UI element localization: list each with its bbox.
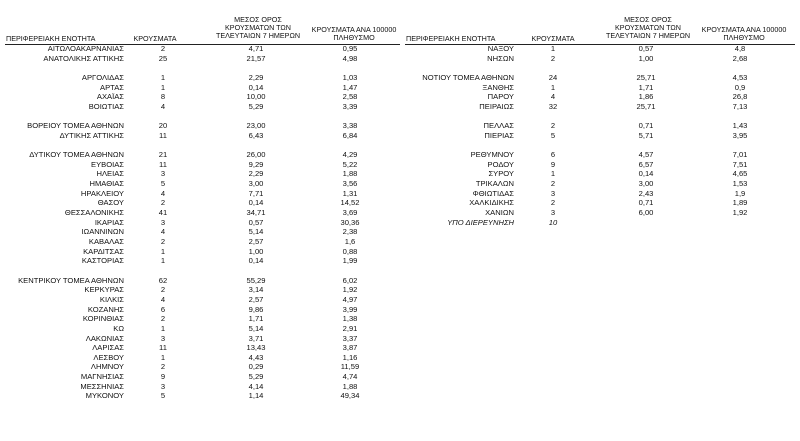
- cell-name: ΗΜΑΘΙΑΣ: [89, 179, 124, 189]
- cell-name: ΘΑΣΟΥ: [97, 198, 124, 208]
- cell-cases: 2: [160, 44, 166, 53]
- cell-cases: 9: [160, 372, 166, 382]
- table-row: [0, 372, 800, 382]
- cell-cases: 2: [160, 237, 166, 246]
- cell-name: ΛΕΣΒΟΥ: [93, 352, 124, 362]
- cell-cases: 2: [160, 198, 166, 208]
- cell-avg: 5,14: [248, 323, 264, 333]
- cell-cases: 2: [550, 53, 556, 63]
- cell-per100k: 3,69: [342, 208, 358, 218]
- table-row: [0, 73, 800, 83]
- cell-per100k: 49,34: [340, 391, 360, 401]
- table-row: [0, 44, 800, 54]
- cell-avg: 25,71: [636, 101, 656, 111]
- cell-name: ΚΟΡΙΝΘΙΑΣ: [82, 314, 124, 324]
- cell-avg: 5,29: [248, 101, 264, 111]
- cell-avg: 1,14: [248, 391, 264, 401]
- cell-cases: 8: [160, 92, 166, 102]
- left-header-per100k: ΚΡΟΥΣΜΑΤΑ ΑΝΑ 100000 ΠΛΗΘΥΣΜΟ: [311, 25, 397, 42]
- cell-per100k: 4,65: [732, 169, 748, 179]
- cell-per100k: 26,8: [732, 92, 748, 102]
- table-row: [0, 92, 800, 102]
- cell-name: ΙΩΑΝΝΙΝΩΝ: [81, 227, 124, 237]
- cell-per100k: 1,99: [342, 256, 358, 266]
- cell-cases: 1: [160, 82, 166, 92]
- cell-avg: 4,43: [248, 352, 264, 362]
- cell-cases: 3: [550, 208, 556, 218]
- cell-name: ΗΛΕΙΑΣ: [96, 169, 124, 179]
- cell-cases: 4: [160, 101, 166, 111]
- cell-name: ΚΑΡΔΙΤΣΑΣ: [83, 246, 124, 256]
- cell-cases: 10: [548, 217, 558, 227]
- table-row: [0, 391, 800, 401]
- cell-per100k: 2,58: [342, 92, 358, 102]
- cell-cases: 1: [160, 246, 166, 256]
- cell-per100k: 1,31: [342, 188, 358, 198]
- cell-cases: 11: [159, 343, 167, 353]
- table-row: [0, 324, 800, 334]
- cell-avg: 10,00: [246, 92, 266, 102]
- cell-cases: 5: [160, 391, 166, 401]
- cell-avg: 0,14: [248, 256, 264, 266]
- cell-per100k: 1,43: [732, 121, 748, 131]
- table-row: [0, 362, 800, 372]
- cell-name: ΚΩ: [113, 323, 124, 333]
- cell-cases: 1: [550, 82, 556, 92]
- cell-name: ΚΑΣΤΟΡΙΑΣ: [81, 256, 124, 266]
- cell-avg: 1,71: [248, 314, 264, 324]
- cell-avg: 1,00: [638, 53, 654, 63]
- cell-name: ΝΗΣΩΝ: [487, 53, 514, 63]
- cell-per100k: 6,84: [342, 130, 358, 140]
- cell-avg: 9,29: [248, 159, 264, 169]
- cell-name: ΑΡΓΟΛΙΔΑΣ: [81, 72, 124, 82]
- cell-per100k: 1,38: [342, 314, 358, 324]
- cell-avg: 5,29: [248, 372, 264, 382]
- cell-avg: 2,57: [248, 237, 264, 246]
- cell-per100k: 1,9: [734, 188, 746, 198]
- cell-name: ΑΡΤΑΣ: [100, 82, 124, 92]
- cell-per100k: 2,91: [342, 323, 358, 333]
- cell-cases: 9: [550, 159, 556, 169]
- cell-per100k: 3,87: [342, 343, 358, 353]
- cell-name: ΔΥΤΙΚΗΣ ΑΤΤΙΚΗΣ: [59, 130, 124, 140]
- cell-name: ΠΙΕΡΙΑΣ: [484, 130, 514, 140]
- cell-per100k: 5,22: [342, 159, 358, 169]
- cell-cases: 2: [160, 285, 166, 295]
- cell-per100k: 1,92: [342, 285, 358, 295]
- cell-avg: 5,71: [638, 130, 654, 140]
- cell-name: ΥΠΟ ΔΙΕΡΕΥΝΗΣΗ: [447, 217, 514, 227]
- cell-cases: 5: [550, 130, 556, 140]
- table-row: [0, 314, 800, 324]
- cell-name: ΦΘΙΩΤΙΔΑΣ: [472, 188, 514, 198]
- cell-avg: 25,71: [636, 72, 656, 82]
- cell-per100k: 4,29: [342, 150, 358, 160]
- cell-per100k: 4,97: [342, 294, 358, 304]
- cell-name: ΛΑΡΙΣΑΣ: [92, 343, 124, 353]
- cell-avg: 9,86: [248, 304, 264, 314]
- cell-avg: 1,71: [638, 82, 654, 92]
- cell-name: ΛΗΜΝΟΥ: [90, 362, 124, 372]
- cell-per100k: 4,53: [732, 72, 748, 82]
- cell-name: ΧΑΝΙΩΝ: [485, 208, 514, 218]
- cell-cases: 1: [160, 323, 166, 333]
- cell-per100k: 11,59: [340, 362, 360, 372]
- cell-name: ΜΑΓΝΗΣΙΑΣ: [80, 372, 124, 382]
- cell-avg: 0,14: [248, 198, 264, 208]
- cell-avg: 2,43: [638, 188, 654, 198]
- cell-cases: 4: [550, 92, 556, 102]
- cell-name: ΚΕΡΚΥΡΑΣ: [84, 285, 124, 295]
- cell-per100k: 1,88: [342, 169, 358, 179]
- cell-name: ΚΕΝΤΡΙΚΟΥ ΤΟΜΕΑ ΑΘΗΝΩΝ: [18, 275, 124, 285]
- cell-avg: 3,00: [638, 179, 654, 189]
- cell-avg: 0,29: [248, 362, 264, 372]
- table-row: [0, 208, 800, 218]
- cell-per100k: 3,39: [342, 101, 358, 111]
- cell-per100k: 14,52: [340, 198, 360, 208]
- cell-cases: 3: [160, 169, 166, 179]
- cell-per100k: 0,88: [342, 246, 358, 256]
- cell-avg: 0,71: [638, 198, 654, 208]
- cell-avg: 6,43: [248, 130, 264, 140]
- cell-cases: 24: [548, 72, 558, 82]
- cell-cases: 2: [550, 198, 556, 208]
- table-row: [0, 169, 800, 179]
- cell-name: ΧΑΛΚΙΔΙΚΗΣ: [469, 198, 514, 208]
- table-row: [0, 198, 800, 208]
- table-row: [0, 189, 800, 199]
- cell-name: ΚΙΛΚΙΣ: [99, 294, 124, 304]
- cell-name: ΠΑΡΟΥ: [487, 92, 514, 102]
- cell-per100k: 6,02: [342, 275, 358, 285]
- cell-avg: 55,29: [246, 275, 266, 285]
- cell-avg: 3,00: [248, 179, 264, 189]
- cell-avg: 0,14: [638, 169, 654, 179]
- cell-cases: 1: [550, 169, 556, 179]
- cell-name: ΘΕΣΣΑΛΟΝΙΚΗΣ: [64, 208, 124, 218]
- table-row: [0, 179, 800, 189]
- cell-cases: 3: [160, 381, 166, 391]
- cell-cases: 4: [160, 188, 166, 198]
- cell-per100k: 1,53: [732, 179, 748, 189]
- cell-avg: 21,57: [246, 53, 266, 63]
- cell-name: ΝΟΤΙΟΥ ΤΟΜΕΑ ΑΘΗΝΩΝ: [422, 72, 514, 82]
- table-row: [0, 276, 800, 286]
- cell-cases: 32: [548, 101, 558, 111]
- cell-avg: 26,00: [246, 150, 266, 160]
- table-row: [0, 237, 800, 247]
- table-row: [0, 334, 800, 344]
- cell-per100k: 4,98: [342, 53, 358, 63]
- cell-cases: 3: [160, 217, 166, 227]
- cell-name: ΕΥΒΟΙΑΣ: [91, 159, 124, 169]
- cell-name: ΛΑΚΩΝΙΑΣ: [85, 333, 124, 343]
- cell-cases: 11: [159, 159, 167, 169]
- cell-cases: 4: [160, 227, 166, 237]
- cell-per100k: 3,95: [732, 130, 748, 140]
- cell-name: ΑΝΑΤΟΛΙΚΗΣ ΑΤΤΙΚΗΣ: [43, 53, 124, 63]
- table-row: [0, 256, 800, 266]
- cell-avg: 4,14: [248, 381, 264, 391]
- cell-avg: 2,57: [248, 294, 264, 304]
- cell-per100k: 3,99: [342, 304, 358, 314]
- table-row: [0, 305, 800, 315]
- cell-name: ΑΧΑΪΑΣ: [96, 92, 124, 102]
- cell-avg: 6,00: [638, 208, 654, 218]
- table-row: [0, 247, 800, 257]
- cell-name: ΠΕΛΛΑΣ: [483, 121, 514, 131]
- cell-per100k: 3,56: [342, 179, 358, 189]
- cell-cases: 25: [158, 53, 168, 63]
- cell-cases: 20: [158, 121, 168, 131]
- cell-per100k: 2,68: [732, 53, 748, 63]
- table-row: [0, 343, 800, 353]
- cell-name: ΗΡΑΚΛΕΙΟΥ: [80, 188, 124, 198]
- cell-avg: 34,71: [246, 208, 266, 218]
- cell-name: ΒΟΡΕΙΟΥ ΤΟΜΕΑ ΑΘΗΝΩΝ: [27, 121, 124, 131]
- cell-name: ΠΕΙΡΑΙΩΣ: [479, 101, 514, 111]
- left-header-cases: ΚΡΟΥΣΜΑΤΑ: [133, 34, 177, 43]
- cell-avg: 1,00: [248, 246, 264, 256]
- cell-per100k: 2,38: [342, 227, 358, 237]
- table-row: [0, 285, 800, 295]
- cell-per100k: 1,03: [342, 72, 358, 82]
- table-row: [0, 150, 800, 160]
- cell-cases: 6: [160, 304, 166, 314]
- cell-per100k: 0,9: [734, 82, 746, 92]
- cell-per100k: 3,37: [342, 333, 358, 343]
- cell-cases: 21: [158, 150, 168, 160]
- cell-per100k: 3,38: [342, 121, 358, 131]
- cell-avg: 0,71: [638, 121, 654, 131]
- cell-name: ΙΚΑΡΙΑΣ: [94, 217, 124, 227]
- cell-name: ΡΟΔΟΥ: [487, 159, 514, 169]
- cell-avg: 13,43: [246, 343, 266, 353]
- cell-name: ΒΟΙΩΤΙΑΣ: [88, 101, 124, 111]
- cell-per100k: 1,6: [344, 237, 356, 246]
- right-header-per100k: ΚΡΟΥΣΜΑΤΑ ΑΝΑ 100000 ΠΛΗΘΥΣΜΟ: [701, 25, 787, 42]
- cell-per100k: 0,95: [342, 44, 358, 53]
- cell-cases: 3: [160, 333, 166, 343]
- cell-name: ΑΙΤΩΛΟΑΚΑΡΝΑΝΙΑΣ: [47, 44, 124, 53]
- table-row: [0, 102, 800, 112]
- cell-cases: 1: [160, 352, 166, 362]
- cell-avg: 6,57: [638, 159, 654, 169]
- cell-avg: 23,00: [246, 121, 266, 131]
- cell-per100k: 4,74: [342, 372, 358, 382]
- cell-name: ΚΑΒΑΛΑΣ: [88, 237, 124, 246]
- cell-avg: 7,71: [248, 188, 264, 198]
- cell-per100k: 1,88: [342, 381, 358, 391]
- table-row: [0, 295, 800, 305]
- cell-avg: 2,29: [248, 72, 264, 82]
- table-row: [0, 353, 800, 363]
- cell-cases: 1: [160, 72, 166, 82]
- cell-per100k: 30,36: [340, 217, 360, 227]
- left-header-region: ΠΕΡΙΦΕΡΕΙΑΚΗ ΕΝΟΤΗΤΑ: [6, 34, 96, 43]
- cell-name: ΞΑΝΘΗΣ: [482, 82, 514, 92]
- cell-name: ΚΟΖΑΝΗΣ: [87, 304, 124, 314]
- cell-avg: 4,57: [638, 150, 654, 160]
- cell-name: ΤΡΙΚΑΛΩΝ: [475, 179, 514, 189]
- cell-avg: 1,86: [638, 92, 654, 102]
- cell-per100k: 1,47: [342, 82, 358, 92]
- cell-avg: 5,14: [248, 227, 264, 237]
- cell-cases: 5: [160, 179, 166, 189]
- right-header-cases: ΚΡΟΥΣΜΑΤΑ: [531, 34, 575, 43]
- cell-cases: 2: [160, 362, 166, 372]
- cell-avg: 2,29: [248, 169, 264, 179]
- cell-name: ΝΑΞΟΥ: [487, 44, 514, 53]
- cell-cases: 6: [550, 150, 556, 160]
- cell-name: ΔΥΤΙΚΟΥ ΤΟΜΕΑ ΑΘΗΝΩΝ: [29, 150, 124, 160]
- table-row: [0, 218, 800, 228]
- cell-avg: 0,14: [248, 82, 264, 92]
- table-row: [0, 54, 800, 64]
- cell-per100k: 1,92: [732, 208, 748, 218]
- cell-avg: 3,14: [248, 285, 264, 295]
- cell-name: ΣΥΡΟΥ: [488, 169, 514, 179]
- right-header-region: ΠΕΡΙΦΕΡΕΙΑΚΗ ΕΝΟΤΗΤΑ: [406, 34, 496, 43]
- cell-per100k: 7,51: [732, 159, 748, 169]
- cell-cases: 41: [158, 208, 168, 218]
- cell-cases: 2: [550, 121, 556, 131]
- table-row: [0, 121, 800, 131]
- cell-name: ΜΕΣΣΗΝΙΑΣ: [80, 381, 124, 391]
- cell-cases: 11: [159, 130, 167, 140]
- cell-avg: 0,57: [248, 217, 264, 227]
- cell-cases: 1: [550, 44, 556, 53]
- cell-avg: 3,71: [248, 333, 264, 343]
- cell-per100k: 4,8: [734, 44, 746, 53]
- cell-name: ΡΕΘΥΜΝΟΥ: [470, 150, 514, 160]
- cell-per100k: 7,01: [732, 150, 748, 160]
- cell-cases: 2: [550, 179, 556, 189]
- cell-avg: 0,57: [638, 44, 654, 53]
- cell-cases: 2: [160, 314, 166, 324]
- table-row: [0, 160, 800, 170]
- cell-cases: 62: [158, 275, 168, 285]
- cell-per100k: 1,16: [342, 352, 358, 362]
- table-row: [0, 131, 800, 141]
- table-row: [0, 227, 800, 237]
- table-row: [0, 382, 800, 392]
- right-header-avg: ΜΕΣΟΣ ΟΡΟΣ ΚΡΟΥΣΜΑΤΩΝ ΤΩΝ ΤΕΛΕΥΤΑΙΩΝ 7 ΗΜΕΡΩΝ: [605, 15, 691, 40]
- table-row: [0, 83, 800, 93]
- left-header-avg: ΜΕΣΟΣ ΟΡΟΣ ΚΡΟΥΣΜΑΤΩΝ ΤΩΝ ΤΕΛΕΥΤΑΙΩΝ 7 ΗΜΕΡΩΝ: [215, 15, 301, 40]
- cell-cases: 3: [550, 188, 556, 198]
- cell-cases: 1: [160, 256, 166, 266]
- cell-name: ΜΥΚΟΝΟΥ: [85, 391, 124, 401]
- cell-cases: 4: [160, 294, 166, 304]
- cell-per100k: 7,13: [732, 101, 748, 111]
- cell-per100k: 1,89: [732, 198, 748, 208]
- cell-avg: 4,71: [248, 44, 264, 53]
